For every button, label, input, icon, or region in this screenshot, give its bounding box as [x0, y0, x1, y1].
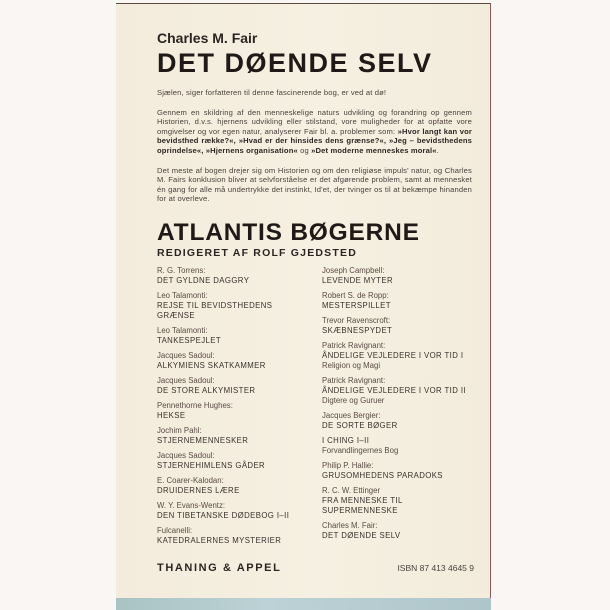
series-item-author: Patrick Ravignant:: [322, 375, 386, 385]
series-item-author: Jacques Sadoul:: [157, 375, 215, 385]
series-item-author: E. Coarer-Kalodan:: [157, 475, 224, 485]
blurb-p2-intro: Gennem en skildring af den menneskelige naturs udvikling og forandring op gennem Historien, d.v.s. hjernens udvikling eller stilstand, vore muligheder for at opfatte vore omgivelser og vor egen natur, analyserer Fair bl. a. problemer som:: [157, 107, 472, 136]
series-item-title: HEKSE: [157, 410, 186, 420]
blurb-p2-questions: »Hvor langt kan vor bevidsthed række?«, »Hvad er der hinsides dens grænse?«, »Jeg – bevidsthedens oprindelse«, »Hjernens organisation«: [157, 126, 472, 155]
series-item-author: Jochim Pahl:: [157, 425, 202, 435]
series-item-author: Jacques Sadoul:: [157, 450, 215, 460]
series-item-title: DET GYLDNE DAGGRY: [157, 275, 250, 285]
series-item-title: TANKESPEJLET: [157, 335, 222, 345]
series-list-item: [157, 351, 309, 371]
series-item-subtitle: Religion og Magi: [322, 360, 381, 370]
background-strip: [116, 598, 491, 610]
series-item-author: R. C. W. Ettinger: [322, 485, 381, 495]
book-title: DET DØENDE SELV: [157, 48, 433, 78]
series-item-title: KATEDRALERNES MYSTERIER: [157, 535, 282, 545]
series-item-subtitle: Digtere og Guruer: [322, 395, 385, 405]
series-list-item: [157, 291, 309, 321]
series-list-item: [322, 461, 472, 481]
book-back-cover: [116, 3, 491, 599]
series-list-item: [157, 326, 309, 346]
series-item-author: R. G. Torrens:: [157, 265, 206, 275]
series-list-item: [322, 316, 472, 336]
series-item-author: Robert S. de Ropp:: [322, 290, 389, 300]
series-item-title: STJERNEHIMLENS GÅDER: [157, 460, 266, 470]
series-list-item: [322, 521, 472, 541]
series-list-left: [157, 266, 309, 551]
series-list-item: [322, 291, 472, 311]
series-list-item: [322, 486, 472, 516]
series-item-title: GRUSOMHEDENS PARADOKS: [322, 470, 443, 480]
series-item-author: Leo Talamonti:: [157, 290, 208, 300]
series-item-title: DET DØENDE SELV: [322, 530, 401, 540]
series-list-item: [322, 411, 472, 431]
series-item-title: LEVENDE MYTER: [322, 275, 394, 285]
blurb-paragraph-3: Det meste af bogen drejer sig om Historien og om den religiøse impuls' natur, og Charles M. Fairs konklusion bliver at selvforståelse er det afgørende problem, samt at mennesket én gang for alle må undertrykke det instinkt, Id'et, der tvinger os til at bekæmpe hinanden for at overleve.: [157, 165, 472, 204]
series-item-author: Charles M. Fair:: [322, 520, 378, 530]
series-item-title: FRA MENNESKE TIL SUPERMENNESKE: [322, 495, 403, 515]
series-item-title: ÅNDELIGE VEJLEDERE I VOR TID II: [322, 385, 466, 395]
series-item-title: STJERNEMENNESKER: [157, 435, 249, 445]
series-item-title: SKÆBNESPYDET: [322, 325, 393, 335]
series-item-title: I CHING I–II: [322, 435, 370, 445]
series-item-title: DRUIDERNES LÆRE: [157, 485, 240, 495]
series-item-author: W. Y. Evans-Wentz:: [157, 500, 226, 510]
series-editor: REDIGERET AF ROLF GJEDSTED: [157, 246, 357, 259]
blurb-p2-and: og: [297, 145, 312, 155]
isbn-number: ISBN 87 413 4645 9: [397, 563, 474, 573]
series-list-item: [157, 426, 309, 446]
series-item-title: ÅNDELIGE VEJLEDERE I VOR TID I: [322, 350, 464, 360]
series-item-title: MESTERSPILLET: [322, 300, 391, 310]
series-list-item: [157, 266, 309, 286]
series-item-title: REJSE TIL BEVIDSTHEDENS GRÆNSE: [157, 300, 273, 320]
series-list-item: [322, 436, 472, 456]
series-item-author: Pennethorne Hughes:: [157, 400, 233, 410]
series-list-right: [322, 266, 472, 551]
series-item-title: ALKYMIENS SKATKAMMER: [157, 360, 266, 370]
series-item-author: Jacques Bergier:: [322, 410, 381, 420]
series-list-item: [157, 501, 309, 521]
cover-content: [157, 30, 472, 551]
series-item-author: Fulcanelli:: [157, 525, 193, 535]
publisher-name: THANING & APPEL: [157, 562, 282, 574]
series-item-author: Jacques Sadoul:: [157, 350, 215, 360]
cover-footer: [157, 562, 474, 574]
series-list-item: [157, 526, 309, 546]
series-item-title: DE STORE ALKYMISTER: [157, 385, 256, 395]
series-list-item: [322, 341, 472, 371]
series-list-item: [157, 476, 309, 496]
series-list-item: [322, 266, 472, 286]
series-list-item: [157, 376, 309, 396]
series-title: ATLANTIS BØGERNE: [157, 218, 420, 246]
series-list-item: [157, 451, 309, 471]
series-item-author: Patrick Ravignant:: [322, 340, 386, 350]
series-list-item: [157, 401, 309, 421]
series-list-item: [322, 376, 472, 406]
book-author: Charles M. Fair: [157, 30, 258, 46]
series-item-author: Joseph Campbell:: [322, 265, 385, 275]
series-list: [157, 266, 472, 551]
blurb-paragraph-2: [157, 108, 472, 156]
series-item-title: DEN TIBETANSKE DØDEBOG I–II: [157, 510, 290, 520]
series-item-author: Trevor Ravenscroft:: [322, 315, 391, 325]
series-item-subtitle: Forvandlingernes Bog: [322, 445, 399, 455]
blurb-paragraph-1: Sjælen, siger forfatteren til denne fascinerende bog, er ved at dø!: [157, 88, 387, 97]
series-item-author: Leo Talamonti:: [157, 325, 208, 335]
series-item-title: DE SORTE BØGER: [322, 420, 398, 430]
series-item-author: Philip P. Hallie:: [322, 460, 374, 470]
blurb-p2-question-last: »Det moderne menneskes moral«: [311, 145, 437, 155]
blurb-p2-end: .: [436, 145, 439, 155]
